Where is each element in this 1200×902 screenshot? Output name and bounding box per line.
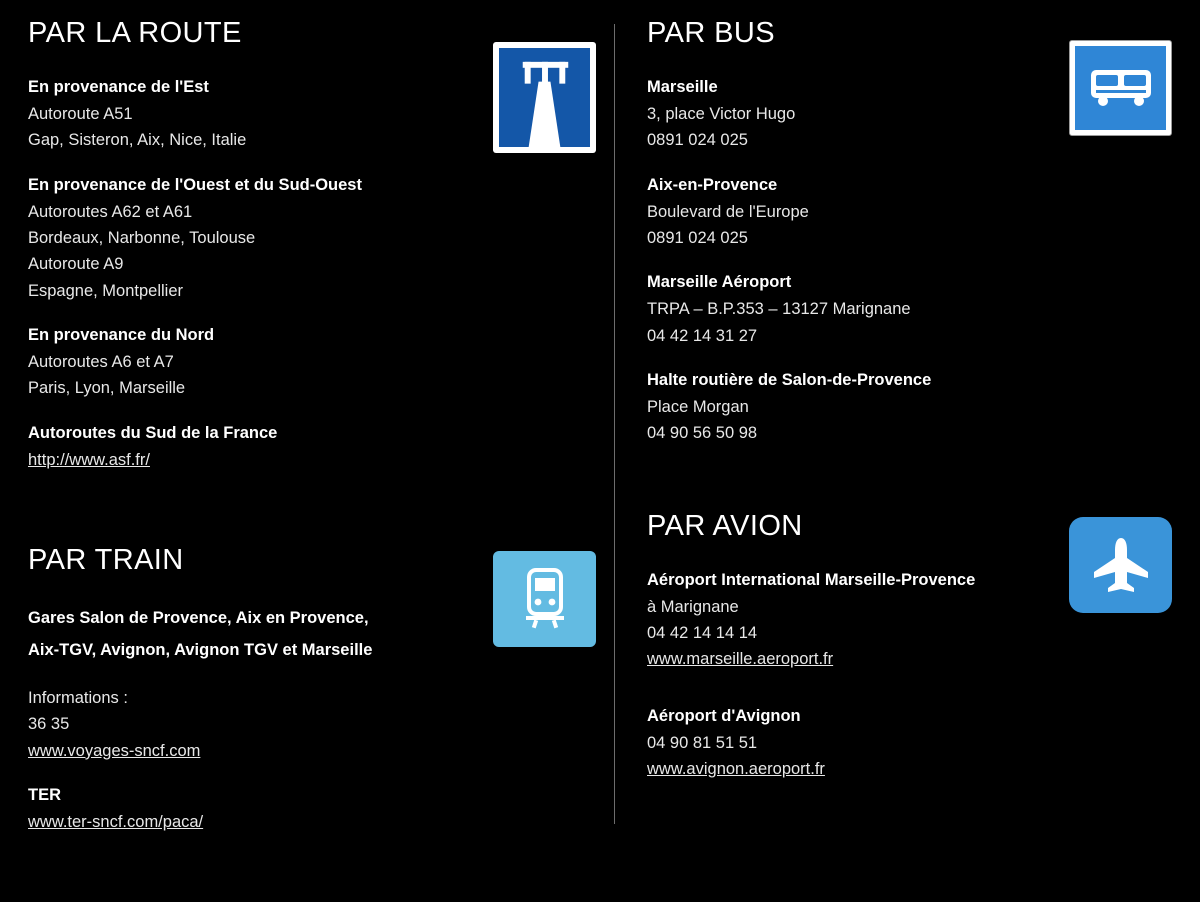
- route-block-nord: [28, 324, 596, 402]
- block-title: En provenance du Nord: [28, 326, 215, 345]
- link-asf[interactable]: http://www.asf.fr/: [28, 450, 150, 469]
- block-line: TRPA – B.P.353 – 13127 Marignane: [647, 300, 911, 319]
- block-line: Informations :: [28, 689, 128, 708]
- two-column-layout: [28, 18, 1172, 854]
- block-line: 0891 024 025: [647, 131, 748, 150]
- section-heading-route: PAR LA ROUTE: [28, 17, 242, 49]
- bus-block-halte: [647, 369, 1172, 447]
- section-par-avion: [647, 511, 1172, 783]
- block-line: 04 90 56 50 98: [647, 424, 758, 443]
- block-line: Paris, Lyon, Marseille: [28, 379, 186, 398]
- block-title: Marseille Aéroport: [647, 273, 792, 292]
- block-line: 04 42 14 31 27: [647, 326, 758, 345]
- block-title: Marseille: [647, 77, 718, 96]
- bus-glyph: [1086, 66, 1156, 110]
- link-avignon-aeroport[interactable]: www.avignon.aeroport.fr: [647, 760, 825, 778]
- block-line: Autoroutes A62 et A61: [28, 202, 193, 221]
- section-par-bus: [647, 18, 1172, 447]
- train-icon: [493, 551, 596, 647]
- section-heading-bus: PAR BUS: [647, 17, 775, 49]
- block-title: Gares Salon de Provence, Aix en Provence,: [28, 608, 369, 627]
- block-line: 04 42 14 14 14: [647, 623, 758, 642]
- motorway-glyph: [499, 48, 590, 147]
- section-par-la-route: [28, 18, 596, 473]
- train-glyph: [519, 568, 571, 630]
- link-voyages-sncf[interactable]: www.voyages-sncf.com: [28, 741, 201, 760]
- block-line: Gap, Sisteron, Aix, Nice, Italie: [28, 131, 247, 150]
- block-line: à Marignane: [647, 597, 739, 616]
- airplane-icon: [1069, 517, 1172, 613]
- bus-stop-sign-icon: [1069, 40, 1172, 136]
- block-line: Bordeaux, Narbonne, Toulouse: [28, 228, 256, 247]
- section-heading-avion: PAR AVION: [647, 509, 803, 542]
- block-line: Autoroute A51: [28, 104, 133, 123]
- spacer: [647, 693, 1172, 705]
- block-line: 0891 024 025: [647, 228, 748, 247]
- block-line: Boulevard de l'Europe: [647, 202, 809, 221]
- airplane-glyph: [1090, 536, 1152, 594]
- block-title: Autoroutes du Sud de la France: [28, 423, 278, 442]
- route-block-asf: [28, 422, 596, 473]
- block-line: 36 35: [28, 715, 70, 734]
- bus-block-aix: [647, 174, 1172, 252]
- avion-block-avignon: [647, 705, 1172, 783]
- block-line: Espagne, Montpellier: [28, 281, 184, 300]
- block-title-continued: Aix-TGV, Avignon, Avignon TGV et Marseille: [28, 640, 373, 659]
- block-title: En provenance de l'Ouest et du Sud-Ouest: [28, 175, 362, 194]
- route-block-ouest: [28, 174, 596, 304]
- block-line: 04 90 81 51 51: [647, 733, 758, 752]
- block-title: Aéroport International Marseille-Provence: [647, 570, 976, 589]
- block-title: Halte routière de Salon-de-Provence: [647, 371, 932, 389]
- block-line: Autoroute A9: [28, 255, 124, 274]
- block-line: Autoroutes A6 et A7: [28, 353, 174, 371]
- left-column: [28, 18, 614, 854]
- section-heading-train: PAR TRAIN: [28, 544, 184, 577]
- block-title: En provenance de l'Est: [28, 77, 209, 96]
- block-title: TER: [28, 786, 61, 805]
- link-ter-sncf[interactable]: www.ter-sncf.com/paca/: [28, 813, 204, 832]
- block-line: 3, place Victor Hugo: [647, 104, 796, 123]
- right-column: [615, 18, 1172, 854]
- train-block-ter: [28, 784, 596, 835]
- bus-block-aeroport: [647, 271, 1172, 349]
- motorway-sign-icon: [493, 42, 596, 153]
- link-marseille-aeroport[interactable]: www.marseille.aeroport.fr: [647, 650, 834, 669]
- section-par-train: [28, 545, 596, 835]
- train-block-informations: [28, 685, 596, 764]
- block-title: Aix-en-Provence: [647, 175, 778, 194]
- block-title: Aéroport d'Avignon: [647, 706, 801, 725]
- block-line: Place Morgan: [647, 397, 749, 416]
